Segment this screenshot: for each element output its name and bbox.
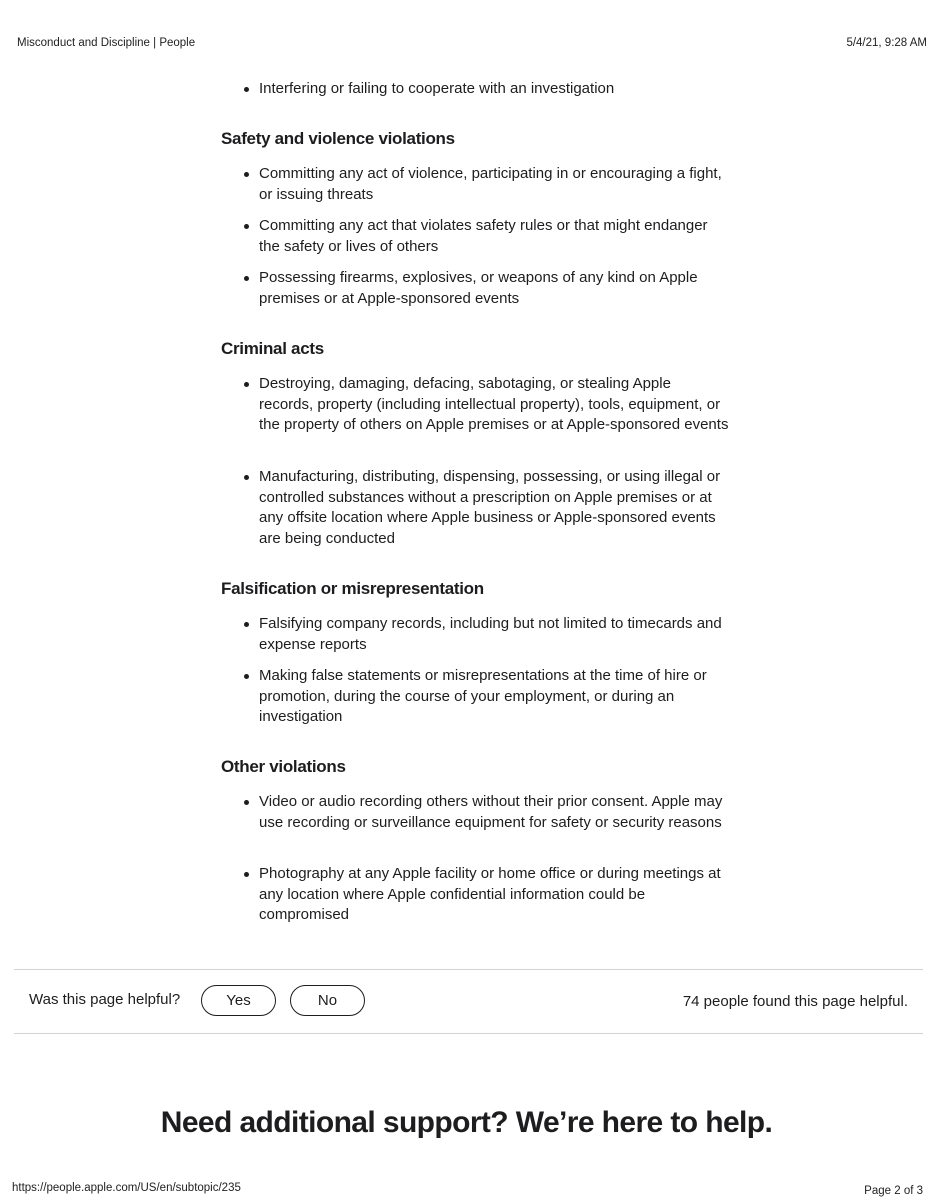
- divider: [14, 969, 923, 970]
- bullet-icon: [244, 674, 249, 679]
- section-heading: Falsification or misrepresentation: [221, 579, 484, 598]
- list-item: [259, 79, 729, 100]
- no-button[interactable]: No: [290, 985, 365, 1016]
- list-item-text: Possessing firearms, explosives, or weapons of any kind on Apple premises or at Apple-sponsored events: [259, 269, 698, 307]
- bullet-icon: [244, 800, 249, 805]
- print-footer-page: Page 2 of 3: [864, 1185, 923, 1197]
- list-item: [259, 216, 729, 257]
- list-item-text: Video or audio recording others without their prior consent. Apple may use recording or surveillance equipment for safety or security reasons: [259, 793, 723, 831]
- divider: [14, 1033, 923, 1034]
- list-item: [259, 666, 729, 728]
- bullet-icon: [244, 622, 249, 627]
- yes-button[interactable]: Yes: [201, 985, 276, 1016]
- list-item-text: Committing any act of violence, participating in or encouraging a fight, or issuing threats: [259, 165, 722, 203]
- bullet-icon: [244, 172, 249, 177]
- list-item: [259, 467, 729, 549]
- list-item-text: Photography at any Apple facility or home office or during meetings at any location where Apple confidential information could be compromised: [259, 865, 721, 923]
- list-item: [259, 268, 729, 309]
- list-item: [259, 864, 729, 926]
- list-item-text: Falsifying company records, including but not limited to timecards and expense reports: [259, 615, 722, 653]
- list-item-text: Making false statements or misrepresentations at the time of hire or promotion, during the course of your employment, or during an investigation: [259, 667, 707, 725]
- list-item: [259, 374, 729, 436]
- list-item: [259, 164, 729, 205]
- bullet-icon: [244, 475, 249, 480]
- list-item: [259, 792, 729, 833]
- print-footer-url: https://people.apple.com/US/en/subtopic/235: [12, 1182, 241, 1194]
- section-heading: Other violations: [221, 757, 346, 776]
- list-item-text: Committing any act that violates safety rules or that might endanger the safety or lives of others: [259, 217, 708, 255]
- support-heading: Need additional support? We’re here to help.: [160, 1106, 773, 1139]
- section-heading: Criminal acts: [221, 339, 324, 358]
- bullet-icon: [244, 276, 249, 281]
- bullet-icon: [244, 87, 249, 92]
- print-header-datetime: 5/4/21, 9:28 AM: [846, 37, 927, 49]
- list-item: [259, 614, 729, 655]
- list-item-text: Interfering or failing to cooperate with an investigation: [259, 80, 615, 97]
- bullet-icon: [244, 382, 249, 387]
- bullet-icon: [244, 872, 249, 877]
- print-header-title: Misconduct and Discipline | People: [17, 37, 196, 49]
- bullet-icon: [244, 224, 249, 229]
- list-item-text: Manufacturing, distributing, dispensing, possessing, or using illegal or controlled substances without a prescription on Apple premises or at any offsite location where Apple business or Apple-sponsored events are being conducted: [259, 468, 721, 547]
- helpful-count: 74 people found this page helpful.: [682, 993, 908, 1010]
- list-item-text: Destroying, damaging, defacing, sabotaging, or stealing Apple records, property (including intellectual property), tools, equipment, or the property of others on Apple premises or at Apple-sponsored events: [259, 375, 729, 433]
- feedback-question: Was this page helpful?: [29, 991, 181, 1008]
- section-heading: Safety and violence violations: [221, 129, 455, 148]
